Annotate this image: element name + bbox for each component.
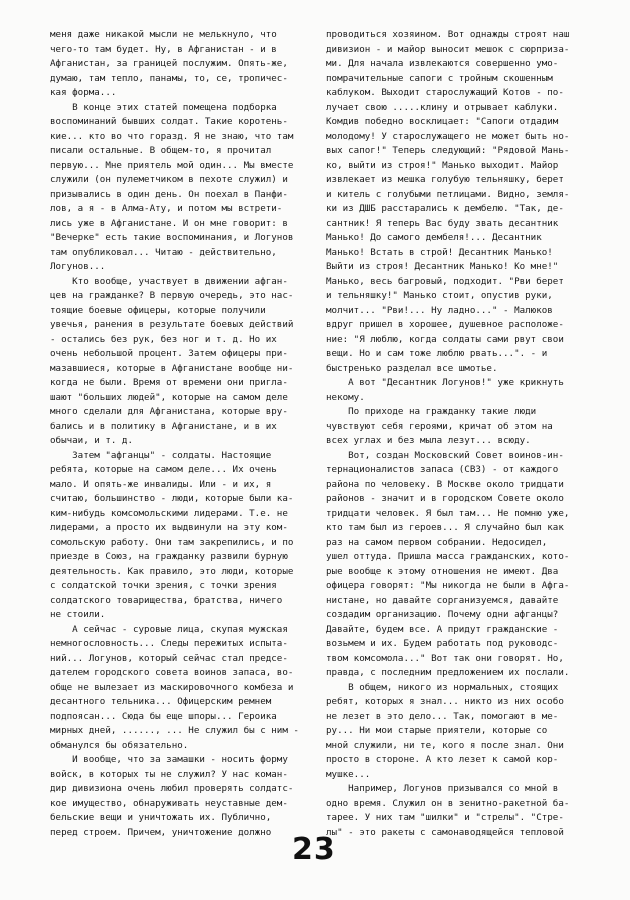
text-line: лы" - это ракеты с самонаводящейся тепловой <box>326 826 564 838</box>
text-line: обманулся бы обязательно. <box>50 739 189 751</box>
text-line: мной служили, ни те, кого я после знал. Они <box>326 739 564 751</box>
text-line: По приходе на гражданку такие люди <box>326 406 537 417</box>
text-line: первую... Мне приятель мой один... Мы вместе <box>50 159 294 171</box>
text-line: Афганистан, за границей послужим. Опять-же, <box>50 58 288 69</box>
text-line: считаю, большинство - люди, которые были ка- <box>50 493 294 504</box>
text-line: Манько! Встать в строй! Десантник Манько! <box>326 246 553 258</box>
text-line: А сейчас - суровые лица, скупая мужская <box>50 623 288 635</box>
text-line: Комдив победно восклицает: "Сапоги отдадим <box>326 116 559 127</box>
text-line: быстренько разделал все шмотье. <box>326 362 498 374</box>
text-line: молодому! У старослужащего не может быть но- <box>326 130 570 142</box>
text-line: Манько, весь багровый, подходит. "Рви берет <box>326 275 564 287</box>
text-line: и китель с голубыми петлицами. Видно, земля- <box>326 188 570 200</box>
text-line: шают "больших людей", которые на самом деле <box>50 391 288 403</box>
text-line: создадим организацию. Почему одни афганцы? <box>326 609 559 620</box>
text-line: лись уже в Афганистане. И он мне говорит: в <box>50 217 288 229</box>
text-line: правда, с последним предложением их послали. <box>326 667 570 678</box>
text-line: воспоминаний бывших солдат. Такие коротень- <box>50 116 288 127</box>
text-line: раз на самом первом собрании. Недосидел, <box>326 536 548 548</box>
text-line: кто там был из героев... Я случайно был как <box>326 522 564 533</box>
text-line: извлекает из мешка голубую тельняшку, берет <box>326 174 564 185</box>
text-line: бались и в политику в Афганистане, и в их <box>50 420 277 432</box>
text-line: с солдатской точки зрения, с точки зрения <box>50 580 277 591</box>
text-line: Затем "афганцы" - солдаты. Настоящие <box>50 449 272 461</box>
text-line: молчит... "Рви!... Ну ладно..." - Малюков <box>326 304 553 316</box>
text-line: проводиться хозяином. Вот однажды строят наш <box>326 29 570 40</box>
text-line: возьмем и их. Будем работать под руководс- <box>326 638 559 649</box>
text-line: обще не вылезает из маскировочного комбеза и <box>50 681 294 693</box>
text-line: перед строем. Причем, уничтожение должно <box>50 826 272 838</box>
text-line: офицера говорят: "Мы никогда не были в Афга- <box>326 580 570 591</box>
text-line: дивизион - и майор выносит мешок с сюрприза- <box>326 43 570 55</box>
text-line: не лезет в это дело... Так, помогают в ме- <box>326 710 559 722</box>
text-line: лидерами, а просто их выдвинули на эту ком- <box>50 522 288 533</box>
text-line: мало. И опять-же инвалиды. Или - и их, я <box>50 478 272 490</box>
text-line: ки из ДШБ расстарались к дембелю. "Так, де- <box>326 203 564 214</box>
text-line: лучает свою .....клину и отрывает каблуки. <box>326 101 559 113</box>
text-line: просто в стороне. А кто лезет к самой кор- <box>326 754 559 765</box>
text-line: тарее. У них там "шилки" и "стрелы". "Стре- <box>326 812 564 823</box>
text-line: мазавшиеся, которые в Афганистане вообще ни- <box>50 362 294 374</box>
text-line: некому. <box>326 391 365 403</box>
text-line: ру... Ни мои старые приятели, которые со <box>326 725 548 736</box>
text-line: вещи. Но и сам тоже люблю рвать...". - и <box>326 348 548 359</box>
text-line: очень небольшой процент. Затем офицеры при- <box>50 348 288 359</box>
text-line: войск, в которых ты не служил? У нас коман- <box>50 768 288 780</box>
text-line: Выйти из строя! Десантник Манько! Ко мне!" <box>326 261 559 272</box>
text-line: района по человеку. В Москве около тридцати <box>326 478 564 490</box>
text-line: кая форма... <box>50 87 117 98</box>
text-line: ми. Для начала извлекаются совершенно умо- <box>326 58 559 69</box>
text-line: кие... кто во что горазд. Я не знаю, что там <box>50 130 294 142</box>
page-number: 23 <box>292 832 336 867</box>
text-line: дир дивизиона очень любил проверять солдатс- <box>50 783 294 794</box>
text-line: много сделали для Афганистана, которые вру- <box>50 406 288 417</box>
text-line: чего-то там будет. Ну, в Афганистан - и в <box>50 43 277 55</box>
text-line: Давайте, будем все. А придут гражданские - <box>326 623 559 635</box>
text-line: твом комсомола..." Вот так они говорят. Но, <box>326 652 564 664</box>
text-line: сомольскую работу. Они там закрепились, и по <box>50 536 294 548</box>
text-line: ребята, которые на самом деле... Их очень <box>50 464 277 475</box>
text-line: призывались в один день. Он поехал в Панфи- <box>50 188 288 200</box>
text-line: меня даже никакой мысли не мелькнуло, что <box>50 29 277 40</box>
text-line: Логунов... <box>50 261 106 272</box>
text-line: увечья, ранения в результате боевых действий <box>50 319 294 330</box>
text-line: и тельняшку!" Манько стоит, опустив руки, <box>326 290 553 301</box>
text-line: вых сапог!" Теперь следующий: "Рядовой Мань- <box>326 145 570 156</box>
text-line: бельские вещи и уничтожать их. Публично, <box>50 812 272 823</box>
text-line: Кто вообще, участвует в движении афган- <box>50 275 288 287</box>
text-line: десантного тельника... Офицерским ремнем <box>50 696 272 707</box>
text-line: подпоясан... Сюда бы еще шпоры... Героика <box>50 710 277 722</box>
text-line: мушке... <box>326 768 371 780</box>
text-line: рые вообще к этому отношения не имеют. Два <box>326 565 559 577</box>
text-line: писали остальные. В общем-то, я прочитал <box>50 145 272 156</box>
text-line: сантник! Я теперь Вас буду звать десантник <box>326 217 559 229</box>
text-line: каблуком. Выходит старослужащий Котов - по- <box>326 87 564 98</box>
text-line: ребят, которых я знал... никто из них особо <box>326 696 564 707</box>
text-line: лов, а я - в Алма-Ату, и потом мы встрети- <box>50 203 283 214</box>
text-line: чувствуют себя героями, кричат об этом на <box>326 420 553 432</box>
text-line: Манько! До самого дембеля!... Десантник <box>326 232 542 243</box>
text-line: тридцати человек. Я был там... Не помню уже, <box>326 507 570 519</box>
text-line: тоящие боевые офицеры, которые получили <box>50 304 266 316</box>
text-line: И вообще, что за замашки - носить форму <box>50 754 288 765</box>
text-line: деятельность. Как правило, это люди, которые <box>50 565 294 577</box>
text-line: всех углах и без мыла лезут... всюду. <box>326 435 531 446</box>
right-text-column <box>326 28 596 840</box>
text-line: дателем городского совета воинов запаса, во- <box>50 667 294 678</box>
text-line: ушел оттуда. Пришла масса гражданских, кото- <box>326 551 570 562</box>
text-line: солдатского товарищества, братства, ничего <box>50 594 283 606</box>
text-line: когда не были. Время от времени они пригла- <box>50 377 288 388</box>
text-line: ний... Логунов, который сейчас стал предсе- <box>50 652 288 664</box>
text-line: Например, Логунов призывался со мной в <box>326 783 559 794</box>
text-line: думаю, там тепло, панамы, то, се, тропичес- <box>50 72 288 84</box>
text-line: немногословность... Следы пережитых испыта- <box>50 638 288 649</box>
text-line: не стоили. <box>50 609 106 620</box>
text-line: В общем, никого из нормальных, стоящих <box>326 681 559 693</box>
text-line: там опубликовал... Читаю - действительно, <box>50 246 277 258</box>
text-line: обычаи, и т. д. <box>50 435 133 446</box>
text-line: районов - значит и в городском Совете около <box>326 493 564 504</box>
text-line: ко, выйти из строя!" Манько выходит. Майор <box>326 159 559 171</box>
text-line: Вот, создан Московский Совет воинов-ин- <box>326 449 564 461</box>
text-line: ким-нибудь комсомольскими лидерами. Т.е. не <box>50 507 288 519</box>
text-line: - остались без рук, без ног и т. д. Но их <box>50 333 277 345</box>
text-line: нистане, но давайте сорганизуемся, давайте <box>326 594 559 606</box>
text-line: тернационалистов запаса (СВЗ) - от каждого <box>326 464 559 475</box>
text-line: кое имущество, обнаруживать неуставные дем- <box>50 797 288 809</box>
text-line: цев на гражданке? В первую очередь, это нас- <box>50 290 294 301</box>
text-line: приезде в Союз, на гражданку развили бурную <box>50 551 288 562</box>
text-line: "Вечерке" есть такие воспоминания, и Логунов <box>50 232 294 243</box>
text-line: ние: "Я люблю, когда солдаты сами рвут свои <box>326 333 564 345</box>
left-text-column <box>50 28 320 840</box>
text-line: помрачительные сапоги с тройным скошенным <box>326 72 553 84</box>
text-line: вдруг пришел в хорошее, душевное расположе- <box>326 319 564 330</box>
text-line: служили (он пулеметчиком в пехоте служил) и <box>50 174 288 185</box>
text-line: А вот "Десантник Логунов!" уже крикнуть <box>326 377 564 388</box>
text-line: В конце этих статей помещена подборка <box>50 101 277 113</box>
text-line: мирных дней, ......, ... Не служил бы с ним - <box>50 725 299 736</box>
text-line: одно время. Служил он в зенитно-ракетной ба- <box>326 797 570 809</box>
